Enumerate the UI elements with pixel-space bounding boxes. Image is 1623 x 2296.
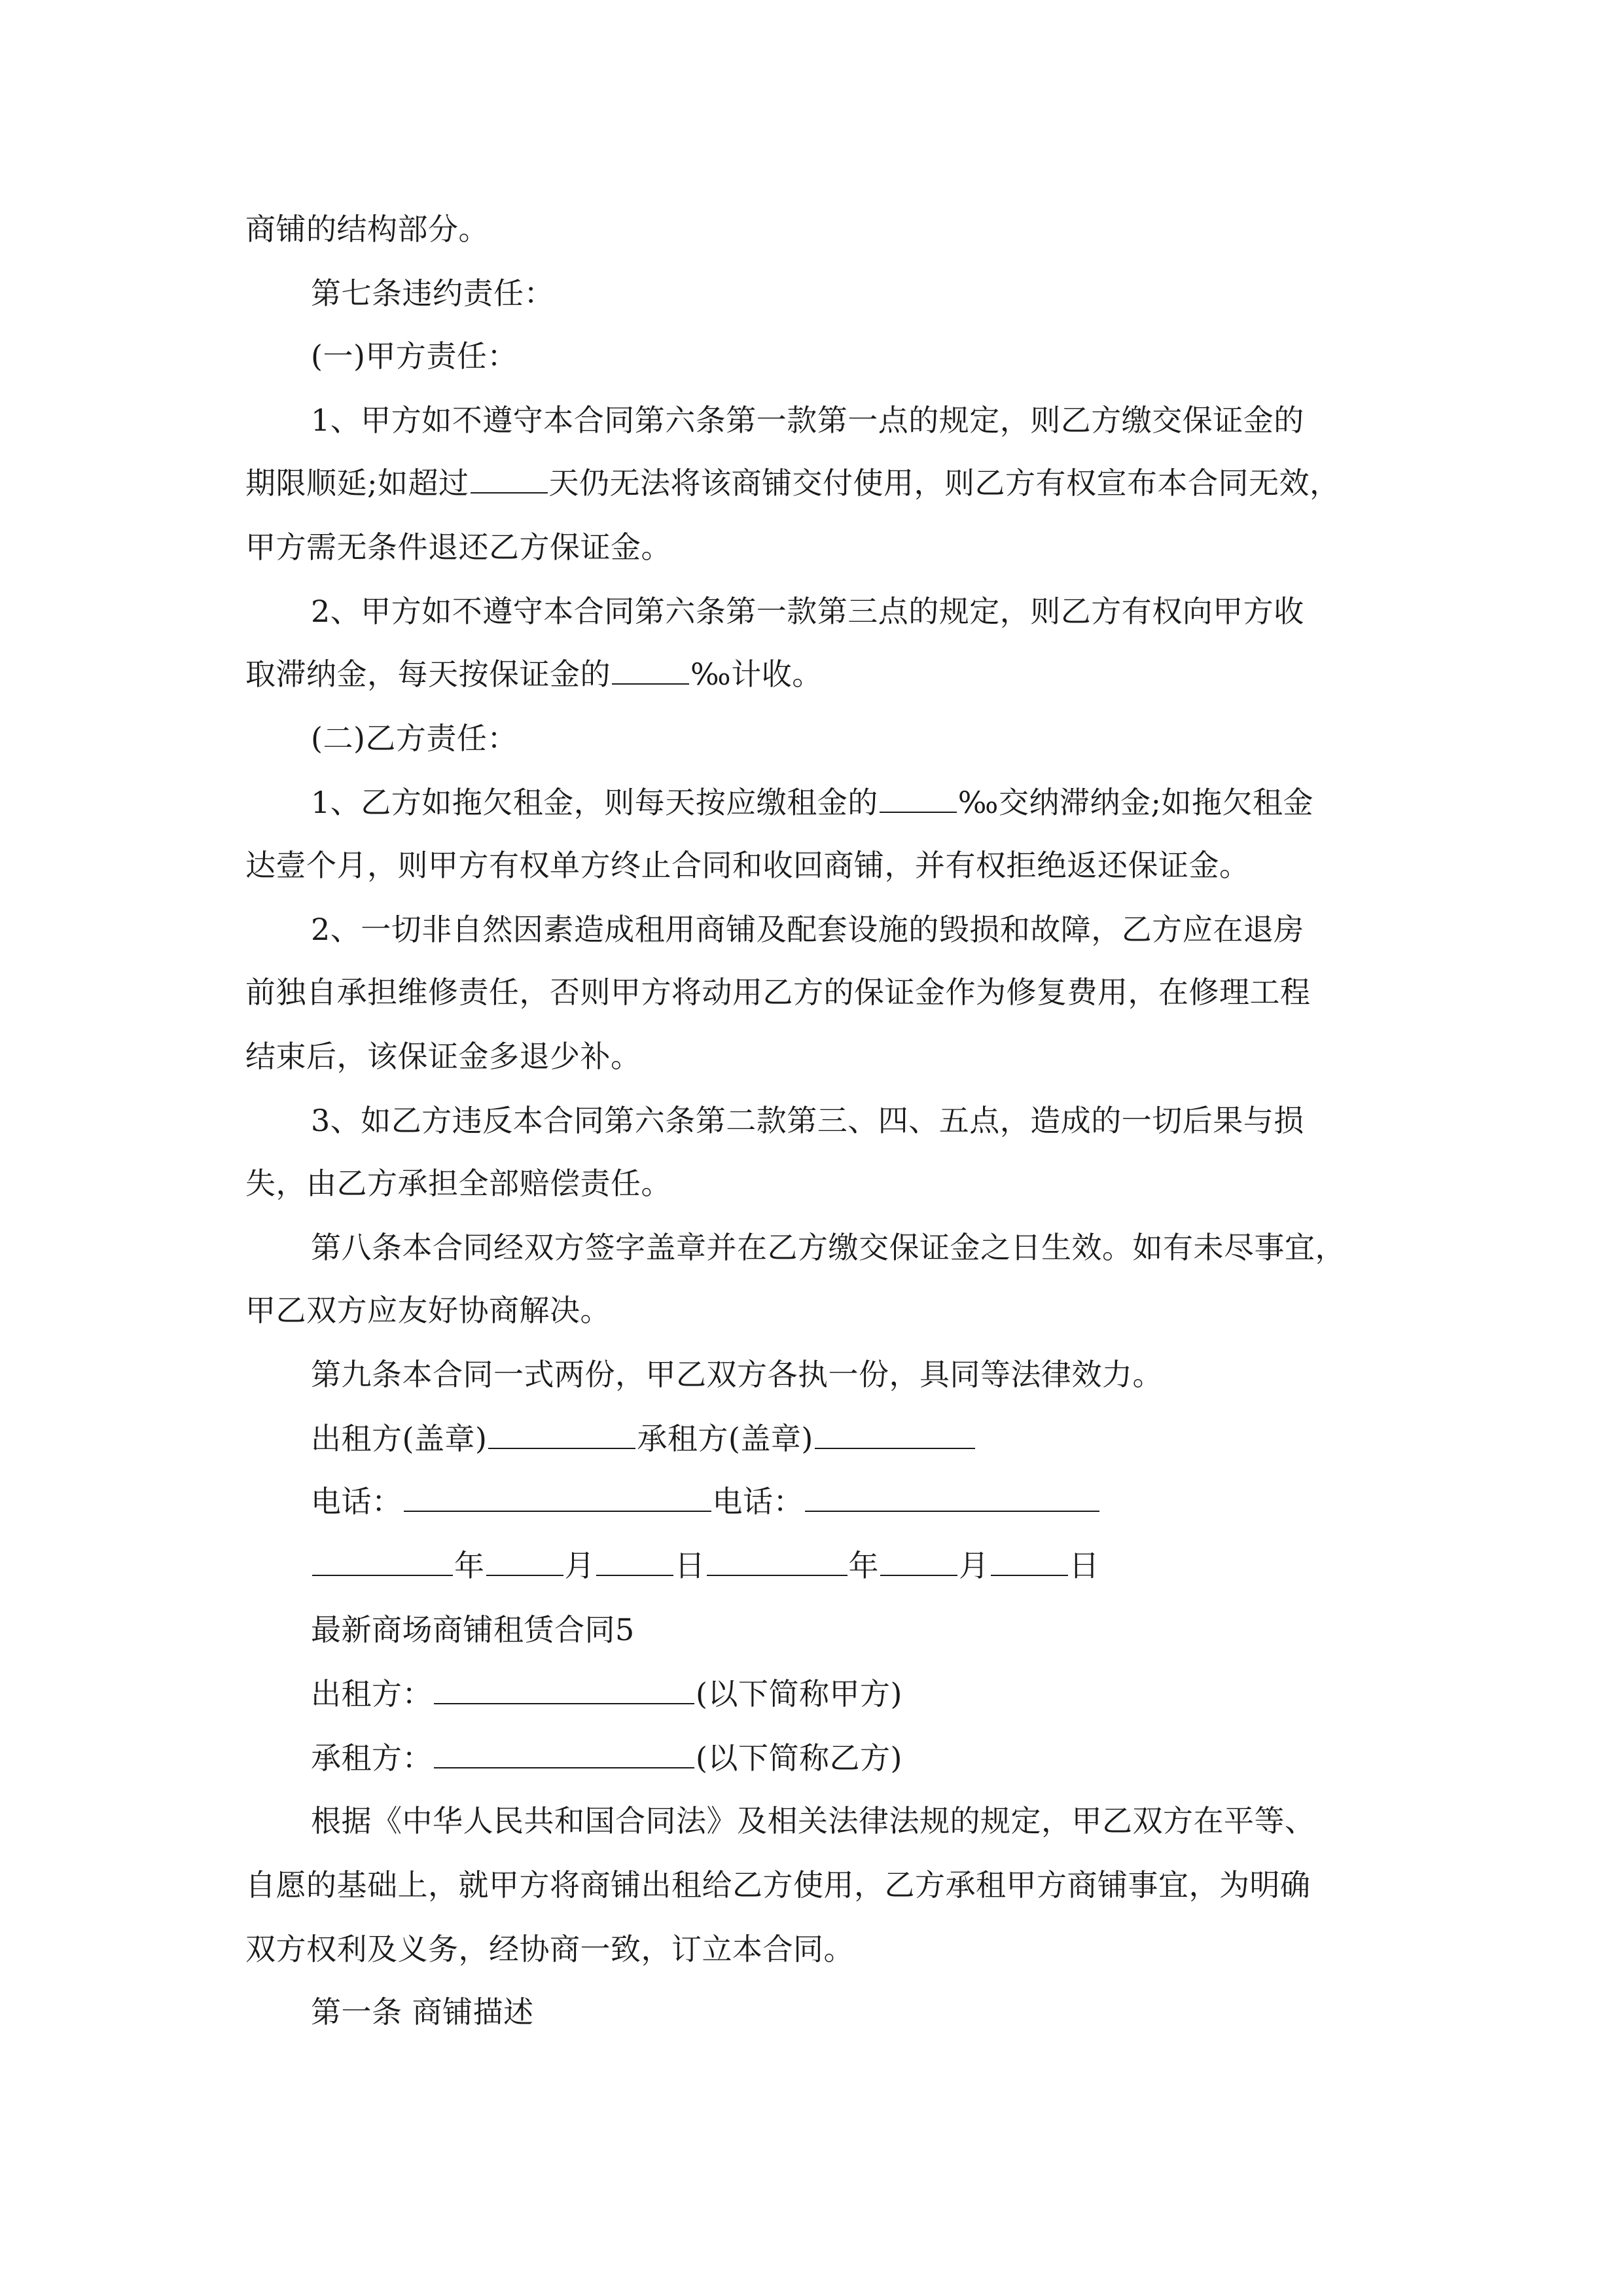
paragraph-line xyxy=(311,401,1304,440)
line-text: 取滞纳金，每天按保证金的 xyxy=(245,656,611,692)
day-label: 日 xyxy=(675,1548,705,1583)
paragraph-line xyxy=(311,783,1313,822)
day-label: 日 xyxy=(1069,1548,1099,1583)
paragraph-line xyxy=(311,592,1304,631)
month-label: 月 xyxy=(564,1548,595,1583)
line-text: 第八条本合同经双方签字盖章并在乙方缴交保证金之日生效。如有未尽事宜， xyxy=(311,1230,1346,1265)
paragraph-line xyxy=(245,1037,641,1076)
paragraph-line xyxy=(245,1865,1311,1905)
line-text: 2、一切非自然因素造成租用商铺及配套设施的毁损和故障，乙方应在退房 xyxy=(311,912,1304,947)
line-text: 期限顺延;如超过 xyxy=(245,465,469,501)
party-line xyxy=(311,1738,902,1778)
paragraph-line xyxy=(245,528,671,567)
line-text: 天仍无法将该商铺交付使用，则乙方有权宣布本合同无效， xyxy=(548,465,1340,501)
heading-text: 第一条 商铺描述 xyxy=(311,1994,534,2030)
paragraph-line xyxy=(311,1101,1304,1140)
year-label: 年 xyxy=(454,1548,485,1583)
line-text: 商铺的结构部分。 xyxy=(245,211,489,247)
paragraph-line xyxy=(245,973,1311,1012)
paragraph-line xyxy=(311,1801,1315,1840)
lessee-phone-blank xyxy=(805,1484,1099,1512)
fill-blank xyxy=(471,466,548,493)
line-text: 第九条本合同一式两份，甲乙双方各执一份，具同等法律效力。 xyxy=(311,1357,1163,1392)
lessor-alias: (以下简称甲方) xyxy=(696,1676,902,1712)
heading-text: (一)甲方责任： xyxy=(311,338,518,374)
year-blank xyxy=(707,1549,847,1576)
phone-line xyxy=(311,1482,1101,1521)
lessor-label: 出租方： xyxy=(311,1676,433,1712)
fill-blank xyxy=(612,657,689,685)
line-text: 双方权利及义务，经协商一致，订立本合同。 xyxy=(245,1931,854,1967)
line-text: 2、甲方如不遵守本合同第六条第一款第三点的规定，则乙方有权向甲方收 xyxy=(311,594,1304,629)
line-text: 结束后，该保证金多退少补。 xyxy=(245,1039,641,1074)
lessor-phone-blank xyxy=(404,1484,711,1512)
subsection-heading xyxy=(311,719,518,758)
lessee-seal-blank xyxy=(815,1422,975,1449)
day-blank xyxy=(596,1549,673,1576)
lessee-seal-label: 承租方(盖章) xyxy=(637,1421,813,1456)
line-text: 自愿的基础上，就甲方将商铺出租给乙方使用，乙方承租甲方商铺事宜，为明确 xyxy=(245,1867,1311,1903)
paragraph-line xyxy=(245,846,1250,885)
lessee-name-blank xyxy=(434,1741,694,1768)
lessee-phone-label: 电话： xyxy=(712,1484,804,1519)
party-line xyxy=(311,1674,902,1713)
month-blank xyxy=(486,1549,563,1576)
line-text: 3、如乙方违反本合同第六条第二款第三、四、五点，造成的一切后果与损 xyxy=(311,1103,1304,1138)
lessor-seal-label: 出租方(盖章) xyxy=(311,1421,488,1456)
line-text: 失，由乙方承担全部赔偿责任。 xyxy=(245,1166,671,1201)
month-blank xyxy=(880,1549,957,1576)
line-text: 1、乙方如拖欠租金，则每天按应缴租金的 xyxy=(311,785,878,820)
lessee-alias: (以下简称乙方) xyxy=(696,1740,902,1776)
paragraph-line xyxy=(245,463,1340,503)
paragraph-line xyxy=(311,1355,1163,1394)
paragraph-line xyxy=(245,655,823,694)
line-text: 甲乙双方应友好协商解决。 xyxy=(245,1293,611,1328)
line-text: 甲方需无条件退还乙方保证金。 xyxy=(245,529,671,565)
line-text: ‰计收。 xyxy=(690,656,823,692)
heading-text: (二)乙方责任： xyxy=(311,721,518,756)
lessor-name-blank xyxy=(434,1677,694,1704)
line-text: 达壹个月，则甲方有权单方终止合同和收回商铺，并有权拒绝返还保证金。 xyxy=(245,848,1250,883)
contract-title xyxy=(311,1610,635,1649)
month-label: 月 xyxy=(959,1548,990,1583)
paragraph-line xyxy=(311,910,1304,949)
paragraph-line xyxy=(311,1228,1346,1267)
signature-line xyxy=(311,1419,976,1458)
fill-blank xyxy=(880,785,957,813)
line-text: 1、甲方如不遵守本合同第六条第一款第一点的规定，则乙方缴交保证金的 xyxy=(311,403,1304,438)
paragraph-line xyxy=(245,1164,671,1203)
year-label: 年 xyxy=(848,1548,879,1583)
heading-text: 第七条违约责任： xyxy=(311,276,554,311)
section-heading xyxy=(311,274,554,313)
line-text: 根据《中华人民共和国合同法》及相关法律法规的规定，甲乙双方在平等、 xyxy=(311,1803,1315,1839)
title-text: 最新商场商铺租赁合同5 xyxy=(311,1612,635,1647)
lessor-seal-blank xyxy=(488,1422,635,1449)
paragraph-line xyxy=(245,1291,611,1330)
line-text: ‰交纳滞纳金;如拖欠租金 xyxy=(957,785,1314,820)
subsection-heading xyxy=(311,336,518,376)
day-blank xyxy=(991,1549,1068,1576)
paragraph-line xyxy=(245,1929,854,1969)
paragraph-line xyxy=(245,209,489,249)
year-blank xyxy=(312,1549,453,1576)
date-line xyxy=(311,1546,1099,1585)
lessee-label: 承租方： xyxy=(311,1740,433,1776)
lessor-phone-label: 电话： xyxy=(311,1484,402,1519)
section-heading xyxy=(311,1992,534,2032)
line-text: 前独自承担维修责任，否则甲方将动用乙方的保证金作为修复费用，在修理工程 xyxy=(245,975,1311,1010)
